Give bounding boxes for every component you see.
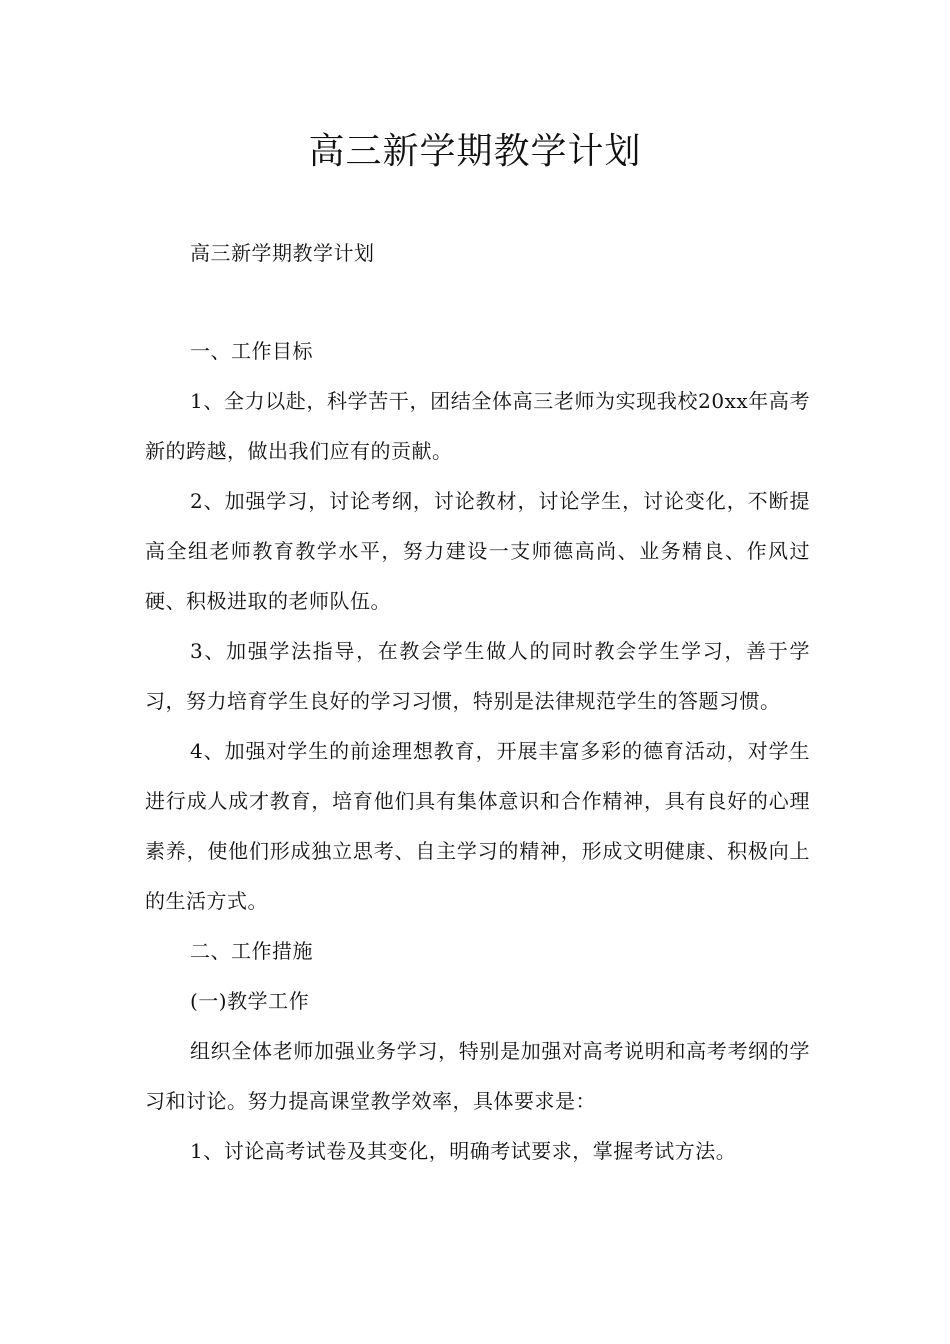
goal-item-4: 4、加强对学生的前途理想教育，开展丰富多彩的德育活动，对学生进行成人成才教育，培育他们具有集体意识和合作精神，具有良好的心理素养，使他们形成独立思考、自主学习的精神，形成文明健康、积极向上的生活方式。 bbox=[145, 739, 810, 913]
teaching-requirement-1: 1、讨论高考试卷及其变化，明确考试要求，掌握考试方法。 bbox=[190, 1139, 737, 1163]
document-title: 高三新学期教学计划 bbox=[308, 131, 642, 172]
teaching-work-paragraph: 组织全体老师加强业务学习，特别是加强对高考说明和高考考纲的学习和讨论。努力提高课堂教学效率，具体要求是： bbox=[145, 1039, 810, 1113]
goal-item-1: 1、全力以赴，科学苦干，团结全体高三老师为实现我校20xx年高考新的跨越，做出我们应有的贡献。 bbox=[145, 389, 810, 463]
goal-item-2: 2、加强学习，讨论考纲，讨论教材，讨论学生，讨论变化，不断提高全组老师教育教学水平，努力建设一支师德高尚、业务精良、作风过硬、积极进取的老师队伍。 bbox=[145, 489, 810, 613]
heading-work-goals: 一、工作目标 bbox=[190, 339, 313, 363]
document-body bbox=[145, 326, 810, 1176]
document-subtitle-block bbox=[145, 228, 810, 278]
subheading-teaching-work: (一)教学工作 bbox=[190, 989, 310, 1013]
goal-item-3: 3、加强学法指导，在教会学生做人的同时教会学生学习，善于学习，努力培育学生良好的学习习惯，特别是法律规范学生的答题习惯。 bbox=[145, 639, 810, 713]
heading-work-measures: 二、工作措施 bbox=[190, 939, 313, 963]
document-subtitle: 高三新学期教学计划 bbox=[190, 241, 375, 265]
